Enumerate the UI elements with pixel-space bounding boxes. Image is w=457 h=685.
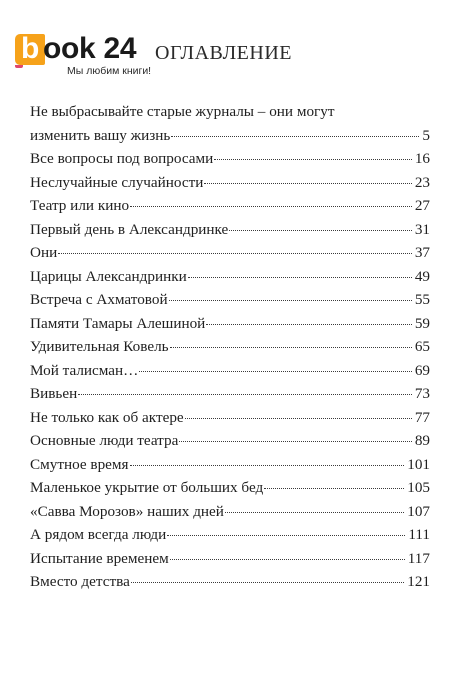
toc-entry-title: Испытание временем (30, 549, 169, 567)
toc-leader-dots (167, 535, 405, 536)
toc-entry (30, 194, 430, 218)
toc-entry-title: Памяти Тамары Алешиной (30, 314, 206, 332)
toc-entry (30, 570, 430, 594)
toc-entry-title: Первый день в Александринке (30, 220, 229, 238)
toc-entry-title-line1: Не выбрасывайте старые журналы – они могут (30, 103, 335, 120)
toc-leader-dots (179, 441, 411, 442)
toc-page-number: 107 (407, 502, 430, 520)
toc-page-number: 117 (407, 549, 430, 567)
toc-entry (30, 406, 430, 430)
toc-entry (30, 453, 430, 477)
toc-page-number: 77 (414, 408, 430, 426)
toc-entry-title: Все вопросы под вопросами (30, 150, 214, 167)
toc-leader-dots (264, 488, 404, 489)
toc-entry-title: Неслучайные случайности (30, 173, 204, 191)
toc-leader-dots (188, 277, 412, 278)
toc-leader-dots (225, 512, 404, 513)
toc-page-number: 121 (407, 573, 430, 590)
toc-leader-dots (204, 183, 411, 184)
toc-leader-dots (58, 253, 412, 254)
toc-entry-title: Не только как об актере (30, 408, 184, 426)
toc-entry-title: Мой талисман… (30, 361, 139, 379)
toc-page-number: 23 (414, 173, 430, 191)
toc-entry (30, 312, 430, 336)
toc-entry-title: Царицы Александринки (30, 267, 187, 285)
toc-entry-title: Вместо детства (30, 573, 130, 590)
logo-tagline: Мы любим книги! (67, 65, 152, 77)
toc-leader-dots (185, 418, 412, 419)
toc-entry-title: Встреча с Ахматовой (30, 291, 168, 308)
toc-leader-dots (139, 371, 411, 372)
toc-leader-dots (130, 465, 405, 466)
toc-entry (30, 241, 430, 265)
toc-entry (30, 147, 430, 171)
toc-entry-title: Маленькое укрытие от больших бед (30, 479, 264, 496)
toc-leader-dots (170, 347, 412, 348)
toc-page-number: 89 (414, 432, 430, 449)
logo-wordmark (17, 31, 136, 67)
toc-page-number: 49 (414, 267, 430, 285)
logo-wordmark-rest: ook 24 (43, 32, 137, 65)
toc-heading: ОГЛАВЛЕНИЕ (155, 42, 292, 64)
toc-entry-title-line2: изменить вашу жизнь (30, 126, 171, 144)
toc-entry-title: А рядом всегда люди (30, 526, 167, 543)
toc-page-number: 111 (408, 526, 430, 543)
toc-page-number: 31 (414, 220, 430, 238)
toc-leader-dots (214, 159, 412, 160)
toc-leader-dots (169, 300, 412, 301)
toc-entry-title: Театр или кино (30, 197, 130, 214)
toc-page-number: 101 (407, 455, 430, 473)
toc-page-number: 27 (414, 197, 430, 214)
table-of-contents (30, 100, 430, 594)
toc-leader-dots (131, 582, 404, 583)
toc-leader-dots (78, 394, 412, 395)
toc-page-number: 37 (414, 244, 430, 261)
toc-entry-title: Вивьен (30, 385, 78, 402)
toc-page-number: 105 (407, 479, 430, 496)
toc-leader-dots (206, 324, 412, 325)
logo-wordmark-b: b (20, 32, 40, 65)
toc-page-number: 16 (414, 150, 430, 167)
toc-page-number: 65 (414, 338, 430, 355)
toc-entry (30, 476, 430, 500)
toc-page-number: 5 (422, 126, 430, 144)
toc-entry-title: Они (30, 244, 58, 261)
toc-entry-title: Основные люди театра (30, 432, 179, 449)
toc-entry (30, 500, 430, 524)
toc-page-number: 69 (414, 361, 430, 379)
toc-entry (30, 288, 430, 312)
toc-entry (30, 265, 430, 289)
toc-entry (30, 171, 430, 195)
toc-entry (30, 100, 430, 147)
toc-leader-dots (229, 230, 412, 231)
toc-entry (30, 429, 430, 453)
toc-entry-title: Смутное время (30, 455, 129, 473)
toc-leader-dots (171, 136, 419, 137)
toc-entry (30, 335, 430, 359)
toc-leader-dots (170, 559, 405, 560)
toc-page-number: 73 (414, 385, 430, 402)
toc-entry (30, 359, 430, 383)
toc-entry-title: «Савва Морозов» наших дней (30, 502, 224, 520)
toc-entry (30, 218, 430, 242)
toc-entry (30, 523, 430, 547)
toc-entry (30, 382, 430, 406)
toc-entry (30, 547, 430, 571)
toc-entry-title: Удивительная Ковель (30, 338, 169, 355)
toc-page-number: 55 (414, 291, 430, 308)
toc-leader-dots (130, 206, 412, 207)
toc-page-number: 59 (414, 314, 430, 332)
